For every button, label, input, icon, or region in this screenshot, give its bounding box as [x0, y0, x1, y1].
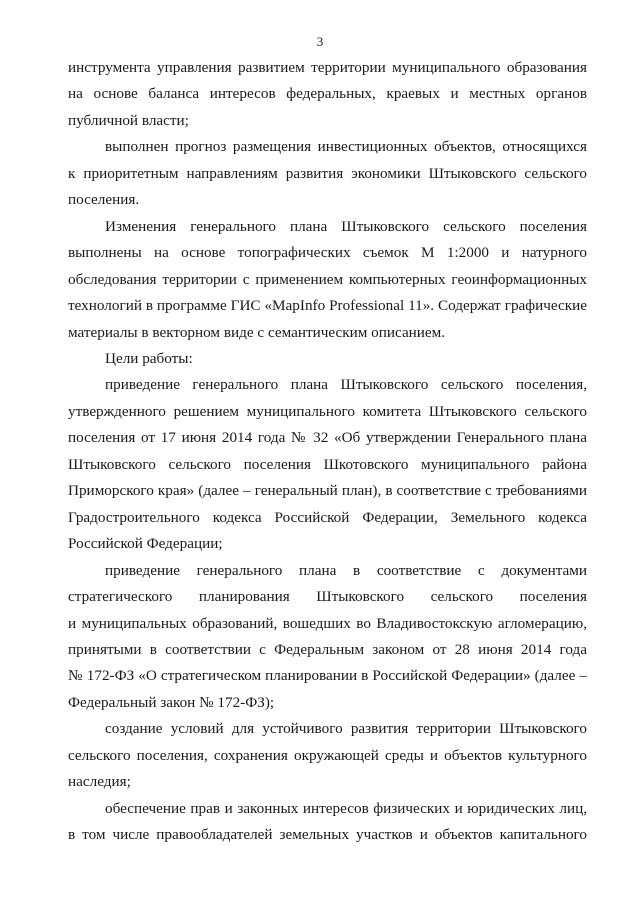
text-line: поселения. — [68, 191, 140, 209]
text-line: поселения от 17 июня 2014 года № 32 «Об утверждении Генерального плана — [68, 429, 587, 447]
paragraph-p6 — [68, 558, 587, 717]
text-line: утвержденного решением муниципального комитета Штыковского сельского — [68, 402, 587, 420]
paragraph-p4 — [68, 346, 587, 372]
paragraph-p8 — [68, 796, 587, 849]
text-line: принятыми в соответствии с Федеральным законом от 28 июня 2014 года — [68, 640, 587, 658]
text-line: № 172-ФЗ «О стратегическом планировании в Российской Федерации» (далее – — [68, 667, 587, 685]
text-line: Штыковского сельского поселения Шкотовского муниципального района — [68, 455, 587, 473]
paragraph-p1 — [68, 55, 587, 134]
text-line: технологий в программе ГИС «MapInfo Professional 11». Содержат графические — [68, 297, 587, 315]
text-line: Изменения генерального плана Штыковского сельского поселения — [105, 217, 587, 235]
text-line: обеспечение прав и законных интересов физических и юридических лиц, — [105, 799, 587, 817]
text-line: на основе баланса интересов федеральных, краевых и местных органов — [68, 85, 587, 103]
paragraph-p5 — [68, 372, 587, 557]
text-line: выполнен прогноз размещения инвестиционных объектов, относящихся — [105, 138, 587, 156]
text-line: наследия; — [68, 773, 131, 791]
text-line: Федеральный закон № 172-ФЗ); — [68, 693, 275, 711]
text-line: Приморского края» (далее – генеральный план), в соответствие с требованиями — [68, 482, 587, 500]
text-line: в том числе правообладателей земельных участков и объектов капитального — [68, 826, 587, 844]
text-line: приведение генерального плана в соответствие с документами — [105, 561, 587, 579]
text-line: создание условий для устойчивого развития территории Штыковского — [105, 720, 587, 738]
paragraph-p3 — [68, 214, 587, 346]
paragraph-p2 — [68, 134, 587, 213]
document-body — [68, 55, 587, 849]
text-line: материалы в векторном виде с семантическим описанием. — [68, 323, 446, 341]
text-line: сельского поселения, сохранения окружающей среды и объектов культурного — [68, 746, 587, 764]
text-line: приведение генерального плана Штыковского сельского поселения, — [105, 376, 587, 394]
text-line: и муниципальных образований, вошедших во Владивостокскую агломерацию, — [68, 614, 587, 632]
text-line: обследования территории с применением компьютерных геоинформационных — [68, 270, 587, 288]
text-line: Российской Федерации; — [68, 535, 223, 553]
text-line: к приоритетным направлениям развития экономики Штыковского сельского — [68, 164, 587, 182]
text-line: Градостроительного кодекса Российской Федерации, Земельного кодекса — [68, 508, 587, 526]
paragraph-p7 — [68, 716, 587, 795]
text-line: инструмента управления развитием территории муниципального образования — [68, 59, 587, 76]
text-line: публичной власти; — [68, 111, 189, 129]
text-line: выполнены на основе топографических съемок М 1:2000 и натурного — [68, 244, 587, 262]
page-number: 3 — [316, 34, 324, 49]
text-line: Цели работы: — [105, 349, 193, 367]
text-line: стратегического планирования Штыковского сельского поселения — [68, 588, 587, 606]
